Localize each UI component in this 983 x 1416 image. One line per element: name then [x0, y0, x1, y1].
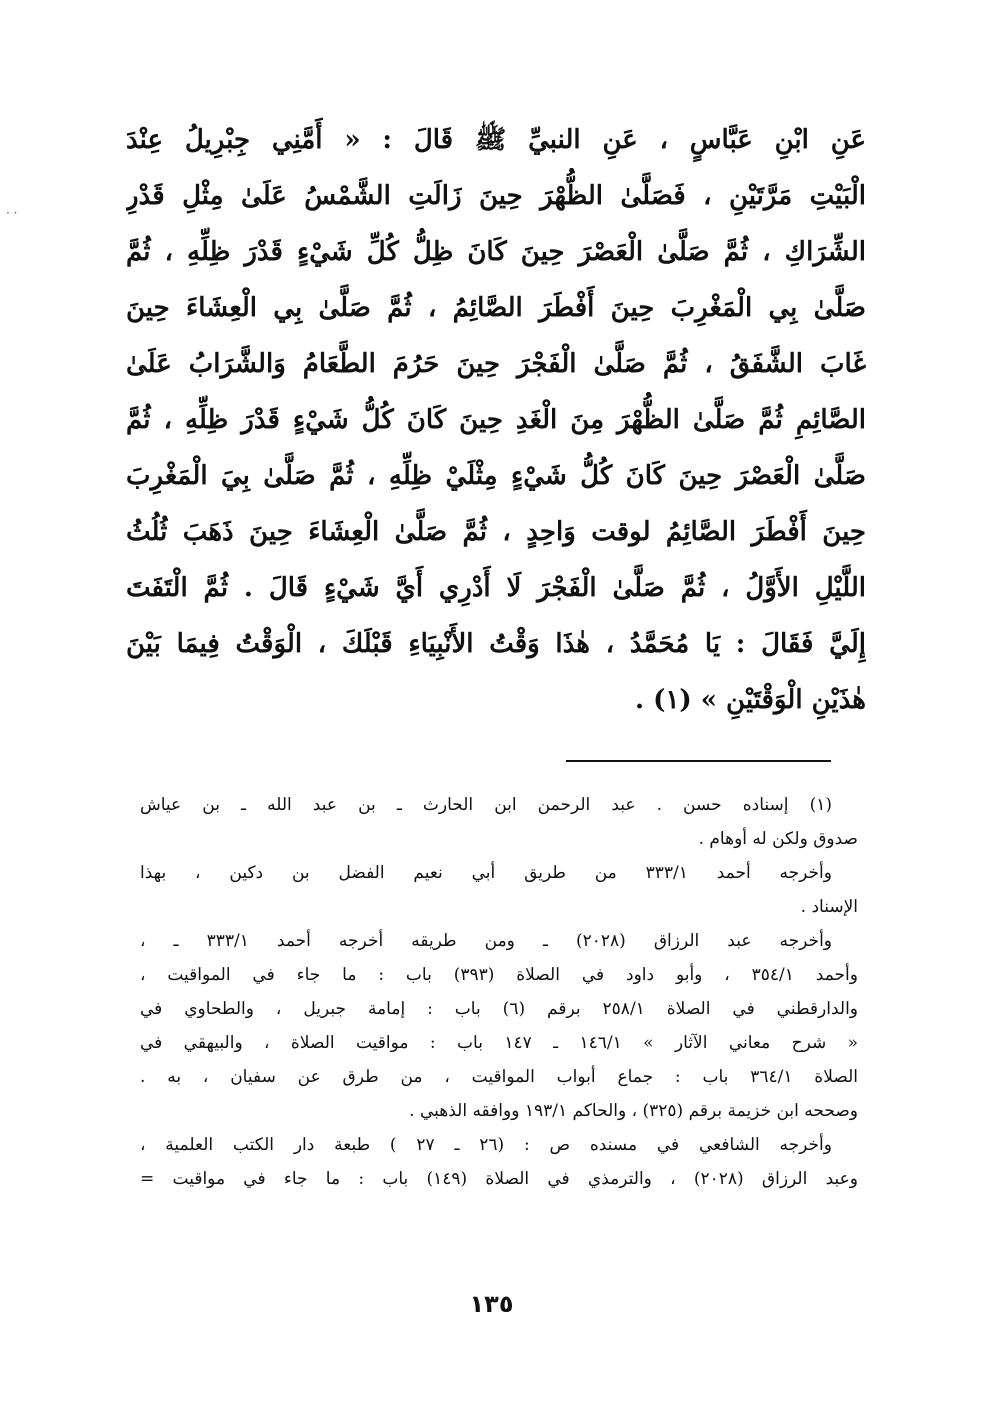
main-text-line: حِينَ أَفْطَرَ الصَّائِمُ لوقت وَاحِدٍ ، ثُمَّ صَلَّىٰ الْعِشَاءَ حِينَ ذَهَبَ ثُلُثُ [126, 517, 866, 547]
footnotes [140, 788, 858, 1196]
footnote-line: صدوق ولكن له أوهام . [698, 829, 858, 849]
footnote-separator [566, 760, 831, 762]
footnote-line: وأخرجه أحمد ٣٣٣/١ من طريق أبي نعيم الفضل بن دكين ، بهذا [140, 863, 832, 883]
footnote-line: « شرح معاني الآثار » ١٤٦/١ ـ ١٤٧ باب : مواقيت الصلاة ، والبيهقي في [140, 1033, 858, 1053]
footnote-line: والدارقطني في الصلاة ٢٥٨/١ برقم (٦) باب : إمامة جبريل ، والطحاوي في [140, 999, 858, 1019]
main-text-line: عَنِ ابْنِ عَبَّاسٍ ، عَنِ النبيِّ ﷺ قَالَ : « أَمَّنِي جِبْرِيلُ عِنْدَ [126, 125, 866, 155]
main-text-line: الْبَيْتِ مَرَّتَيْنِ ، فَصَلَّىٰ الظُّهْرَ حِينَ زَالَتِ الشَّمْسُ عَلَىٰ مِثْلِ قَدْرِ [126, 181, 866, 211]
footnote-line: الإسناد . [800, 897, 858, 917]
footnote-line: وصححه ابن خزيمة برقم (٣٢٥) ، والحاكم ١٩٣/١ ووافقه الذهبي . [409, 1101, 858, 1121]
footnote-line: وأخرجه عبد الرزاق (٢٠٢٨) ـ ومن طريقه أخرجه أحمد ٣٣٣/١ ـ ، [140, 931, 832, 951]
main-text-line: هٰذَيْنِ الْوَقْتَيْنِ » (١) . [635, 685, 866, 715]
footnote-line: (١) إسناده حسن . عبد الرحمن ابن الحارث ـ بن عبد الله ـ بن عياش [140, 795, 832, 815]
footnote-line: وعبد الرزاق (٢٠٢٨) ، والترمذي في الصلاة (١٤٩) باب : ما جاء في مواقيت = [140, 1169, 858, 1189]
main-text-line: صَلَّىٰ الْعَصْرَ حِينَ كَانَ كُلُّ شَيْءٍ مِثْلَيْ ظِلِّهِ ، ثُمَّ صَلَّىٰ بِيَ الْمَغْرِبَ [126, 461, 866, 491]
main-text-line: اللَّيْلِ الأَوَّلُ ، ثُمَّ صَلَّىٰ الْفَجْرَ لَا أَدْرِي أَيَّ شَيْءٍ قَالَ . ثُمَّ الْتَفَتَ [126, 573, 866, 603]
page-number: ١٣٥ [469, 1290, 514, 1318]
footnote-line: وأحمد ٣٥٤/١ ، وأبو داود في الصلاة (٣٩٣) باب : ما جاء في المواقيت ، [140, 965, 858, 985]
main-text-line: الصَّائِمِ ثُمَّ صَلَّىٰ الظُّهْرَ مِنَ الْغَدِ حِينَ كَانَ كُلُّ شَيْءٍ قَدْرَ ظِلِّهِ ، ثُمَّ [126, 405, 866, 435]
main-text-line: الشِّرَاكِ ، ثُمَّ صَلَّىٰ الْعَصْرَ حِينَ كَانَ ظِلُّ كُلِّ شَيْءٍ قَدْرَ ظِلِّهِ ، ثُمَّ [126, 237, 866, 267]
main-text-line: صَلَّىٰ بِي الْمَغْرِبَ حِينَ أَفْطَرَ الصَّائِمُ ، ثُمَّ صَلَّىٰ بِي الْعِشَاءَ حِينَ [126, 293, 866, 323]
main-text-line: إِلَيَّ فَقَالَ : يَا مُحَمَّدُ ، هٰذَا وَقْتُ الأَنْبِيَاءِ قَبْلَكَ ، الْوَقْتُ فِيمَا بَيْنَ [126, 629, 866, 659]
footnote-line: الصلاة ٣٦٤/١ باب : جماع أبواب المواقيت ، من طرق عن سفيان ، به . [140, 1067, 858, 1087]
main-text-line: غَابَ الشَّفَقُ ، ثُمَّ صَلَّىٰ الْفَجْرَ حِينَ حَرُمَ الطَّعَامُ وَالشَّرَابُ عَلَىٰ [126, 349, 866, 379]
footnote-line: وأخرجه الشافعي في مسنده ص : (٢٦ ـ ٢٧ ) طبعة دار الكتب العلمية ، [140, 1135, 832, 1155]
margin-mark: · · [6, 206, 18, 220]
main-hadith-text [126, 112, 866, 728]
